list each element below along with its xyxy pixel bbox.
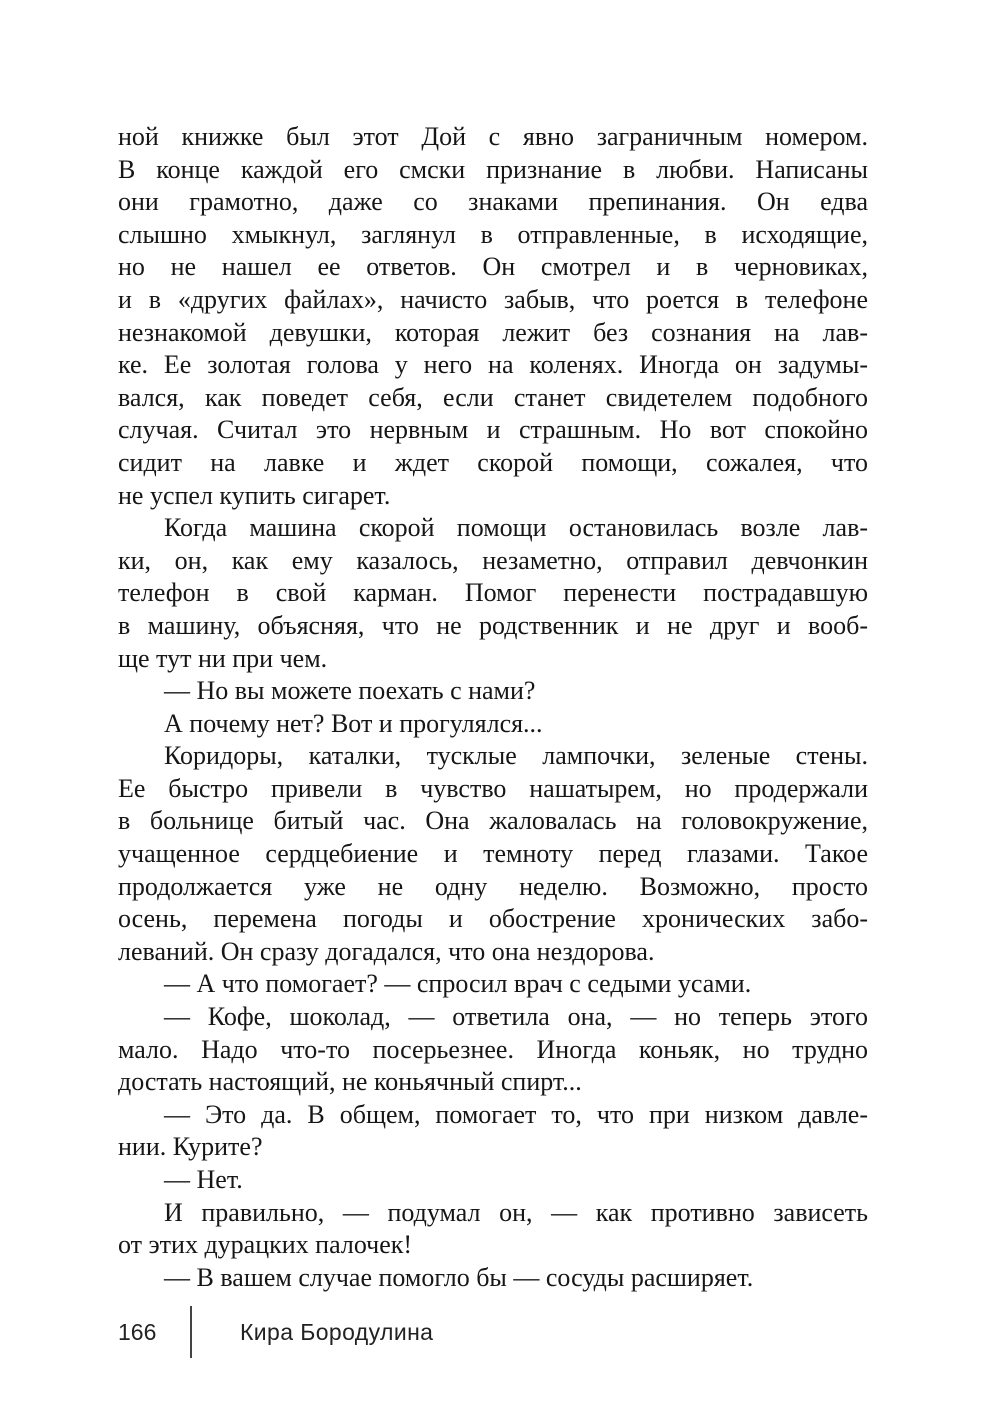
text-line: — А что помогает? — спросил врач с седыми усами.: [164, 969, 752, 999]
text-line: — Но вы можете поехать с нами?: [164, 676, 536, 706]
text-line: продолжается уже не одну неделю. Возможно, просто: [118, 871, 868, 901]
text-line: ще тут ни при чем.: [118, 643, 328, 673]
text-line: В конце каждой его смски признание в любви. Написаны: [118, 154, 868, 184]
text-line: — В вашем случае помогло бы — сосуды расширяет.: [164, 1262, 754, 1292]
running-footer-author: Кира Бородулина: [240, 1318, 434, 1345]
page-text: [118, 121, 868, 1294]
text-line: не успел купить сигарет.: [118, 480, 391, 510]
text-line: нии. Курите?: [118, 1132, 263, 1162]
text-line: вался, как поведет себя, если станет свидетелем подобного: [118, 382, 868, 412]
text-line: — Это да. В общем, помогает то, что при низком давле-: [164, 1099, 868, 1129]
text-line: — Кофе, шоколад, — ответила она, — но теперь этого: [164, 1002, 868, 1032]
text-line: мало. Надо что-то посерьезнее. Иногда коньяк, но трудно: [118, 1034, 868, 1064]
text-line: А почему нет? Вот и прогулялся...: [164, 708, 543, 738]
text-line: достать настоящий, не коньячный спирт...: [118, 1067, 582, 1097]
text-line: сидит на лавке и ждет скорой помощи, сожалея, что: [118, 447, 868, 477]
page-number: 166: [118, 1318, 157, 1345]
text-line: слышно хмыкнул, заглянул в отправленные, в исходящие,: [118, 219, 868, 249]
text-line: Коридоры, каталки, тусклые лампочки, зеленые стены.: [164, 741, 868, 771]
text-line: они грамотно, даже со знаками препинания. Он едва: [118, 187, 868, 217]
text-line: телефон в свой карман. Помог перенести пострадавшую: [118, 578, 868, 608]
text-line: И правильно, — подумал он, — как противно зависеть: [164, 1197, 868, 1227]
text-line: от этих дурацких палочек!: [118, 1230, 413, 1260]
text-line: Ее быстро привели в чувство нашатырем, но продержали: [118, 773, 868, 803]
text-line: учащенное сердцебиение и темноту перед глазами. Такое: [118, 839, 868, 869]
page-footer: [118, 1306, 433, 1358]
text-line: в больнице битый час. Она жаловалась на головокружение,: [118, 806, 868, 836]
text-line: ной книжке был этот Дой с явно заграничным номером.: [118, 122, 868, 151]
text-line: леваний. Он сразу догадался, что она нездорова.: [118, 936, 655, 966]
text-line: в машину, объясняя, что не родственник и не друг и вооб-: [118, 610, 868, 640]
text-line: осень, перемена погоды и обострение хронических забо-: [118, 904, 868, 934]
text-line: случая. Считал это нервным и страшным. Но вот спокойно: [118, 415, 868, 445]
text-line: Когда машина скорой помощи остановилась возле лав-: [164, 513, 868, 543]
text-line: ке. Ее золотая голова у него на коленях. Иногда он задумы-: [118, 350, 868, 380]
text-line: ки, он, как ему казалось, незаметно, отправил девчонкин: [118, 545, 868, 575]
text-line: но не нашел ее ответов. Он смотрел и в черновиках,: [118, 252, 868, 282]
text-line: — Нет.: [164, 1165, 243, 1194]
text-line: и в «других файлах», начисто забыв, что роется в телефоне: [118, 284, 868, 314]
footer-divider: [190, 1306, 192, 1358]
text-line: незнакомой девушки, которая лежит без сознания на лав-: [118, 317, 868, 347]
